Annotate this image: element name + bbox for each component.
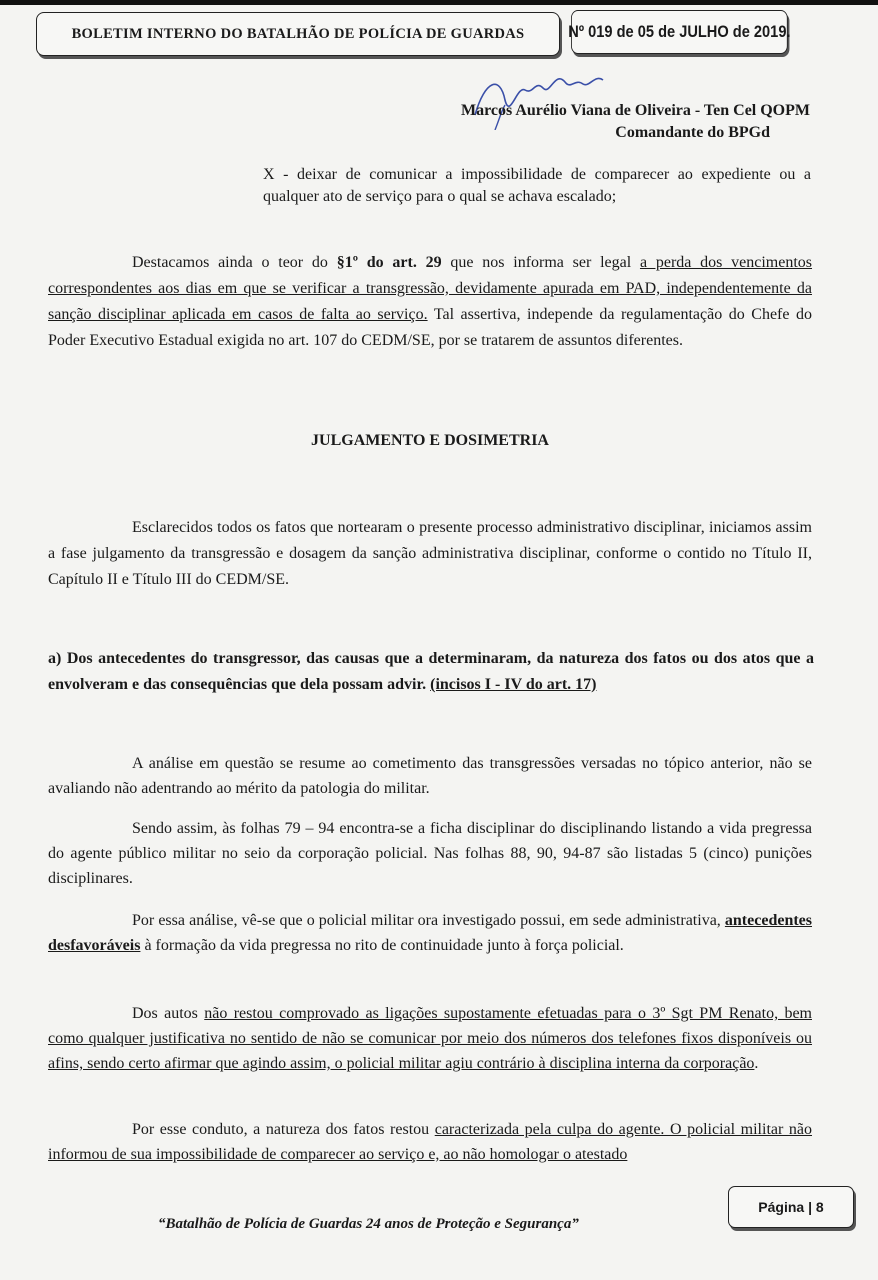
commander-signature-block (461, 100, 810, 144)
p6-text-b: . (754, 1055, 759, 1072)
p7-underlined-text: caracterizada pela culpa do agente. O policial militar não informou de sua impossibilidade de comparecer ao serviço e, ao não homologar o atestado (48, 1121, 812, 1163)
footer-motto: “Batalhão de Polícia de Guardas 24 anos de Proteção e Segurança” (158, 1216, 579, 1232)
section-title: JULGAMENTO E DOSIMETRIA (311, 432, 549, 449)
paragraph-natureza (48, 1117, 812, 1167)
p1-article-ref: §1º do art. 29 (336, 254, 442, 271)
p1-text-c: que nos informa ser legal (441, 254, 640, 271)
bulletin-number-box (568, 10, 791, 54)
top-border (0, 0, 878, 5)
p5-emphasis: antecedentes desfavoráveis (48, 912, 812, 954)
paragraph-analise: A análise em questão se resume ao cometimento das transgressões versadas no tópico anterior, não se avaliando não adentrando ao mérito da patologia do militar. (48, 755, 812, 797)
item-a-heading (48, 646, 814, 698)
p6-text-a: Dos autos (132, 1005, 205, 1022)
p5-text-a: Por essa análise, vê-se que o policial militar ora investigado possui, em sede administrativa, (132, 912, 725, 929)
paragraph-antecedentes (48, 908, 812, 958)
item-a-text: a) Dos antecedentes do transgressor, das causas que a determinaram, da natureza dos fatos ou dos atos que a envolveram e das consequências que dela possam advir. (48, 650, 814, 693)
p1-text-a: Destacamos ainda o teor do (132, 254, 337, 271)
p7-text-a: Por esse conduto, a natureza dos fatos restou (132, 1121, 435, 1138)
page-number-box (728, 1186, 854, 1228)
paragraph-ficha-disciplinar: Sendo assim, às folhas 79 – 94 encontra-se a ficha disciplinar do disciplinando listando a vida pregressa do agente público militar no seio da corporação policial. Nas folhas 88, 90, 94-87 são listadas 5 (cinco) punições disciplinares. (48, 820, 812, 887)
paragraph-art29 (48, 250, 812, 354)
bulletin-title: BOLETIM INTERNO DO BATALHÃO DE POLÍCIA DE GUARDAS (71, 25, 525, 42)
p1-underlined-text: a perda dos vencimentos correspondentes aos dias em que se verificar a transgressão, devidamente apurada em PAD, independentemente da sanção disciplinar aplicada em casos de falta ao serviço. (48, 254, 813, 323)
paragraph-intro-julgamento: Esclarecidos todos os fatos que nortearam o presente processo administrativo disciplinar, iniciamos assim a fase julgamento da transgressão e dosagem da sanção administrativa disciplinar, conforme o contido no Título II, Capítulo II e Título III do CEDM/SE. (48, 519, 812, 588)
commander-role: Comandante do BPGd (615, 124, 770, 141)
p6-underlined-text: não restou comprovado as ligações supostamente efetuadas para o 3º Sgt PM Renato, bem como qualquer justificativa no sentido de não se comunicar por meio dos números dos telefones fixos disponíveis ou afins, sendo certo afirmar que agindo assim, o policial militar agiu contrário à disciplina interna da corporação (48, 1005, 812, 1072)
p5-text-c: à formação da vida pregressa no rito de continuidade junto à força policial. (140, 937, 624, 954)
commander-name: Marcos Aurélio Viana de Oliveira - Ten Cel QOPM (460, 102, 810, 119)
paragraph-autos (48, 1001, 812, 1076)
p1-text-d: Tal assertiva, independe da regulamentação do Chefe do Poder Executivo Estadual exigida no art. 107 do CEDM/SE, por se tratarem de assuntos diferentes. (48, 306, 812, 349)
item-x-paragraph: X - deixar de comunicar a impossibilidade de comparecer ao expediente ou a qualquer ato de serviço para o qual se achava escalado; (263, 166, 811, 205)
bulletin-title-box (36, 12, 560, 56)
page-number: Página | 8 (758, 1199, 824, 1215)
bulletin-number: Nº 019 de 05 de JULHO de 2019. (568, 22, 791, 41)
item-a-ref: (incisos I - IV do art. 17) (430, 676, 597, 693)
